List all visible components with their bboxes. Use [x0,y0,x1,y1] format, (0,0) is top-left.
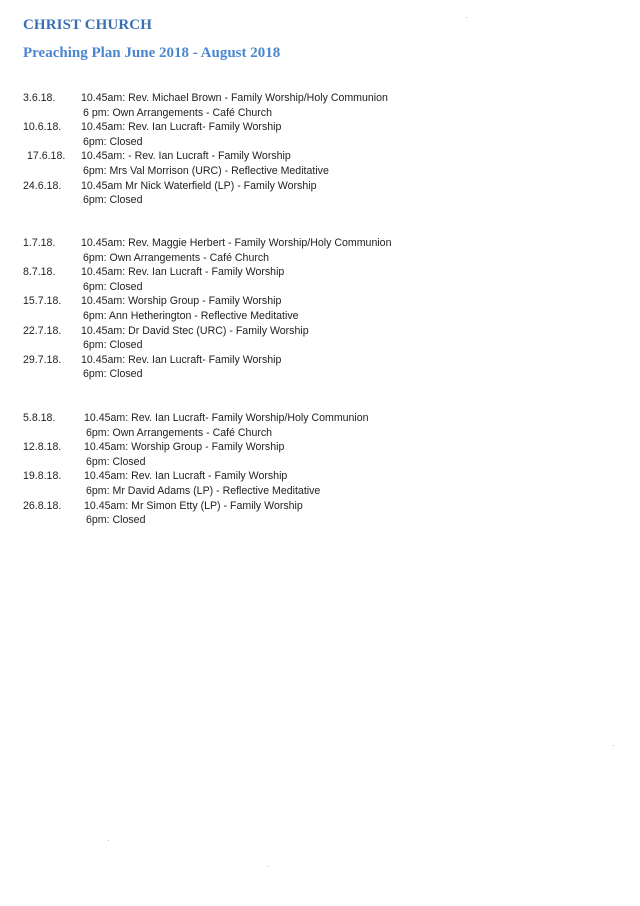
scan-speck [466,17,467,18]
morning-service-row [0,179,640,194]
morning-service-text: 10.45am Mr Nick Waterfield (LP) - Family Worship [81,179,317,192]
morning-service-text: 10.45am: Dr David Stec (URC) - Family Worship [81,324,309,337]
morning-service-text: 10.45am: Mr Simon Etty (LP) - Family Worship [84,499,303,512]
plan-subtitle: Preaching Plan June 2018 - August 2018 [23,45,281,61]
evening-service-text: 6pm: Closed [86,514,146,527]
evening-service-row [0,280,640,295]
service-date: 12.8.18. [23,441,62,454]
evening-service-row [0,106,640,121]
scan-speck [268,866,269,867]
morning-service-row [0,236,640,251]
evening-service-text: 6pm: Closed [83,339,143,352]
evening-service-text: 6pm: Mr David Adams (LP) - Reflective Meditative [86,484,321,497]
morning-service-text: 10.45am: Rev. Ian Lucraft- Family Worship/Holy Communion [84,412,369,424]
service-date: 5.8.18. [23,412,56,424]
service-date: 29.7.18. [23,353,62,366]
morning-service-row [0,411,640,426]
evening-service-text: 6pm: Mrs Val Morrison (URC) - Reflective Meditative [83,164,329,177]
morning-service-text: 10.45am: Rev. Ian Lucraft - Family Worship [84,470,288,483]
morning-service-row [0,265,640,280]
morning-service-row [0,294,640,309]
morning-service-row [0,469,640,484]
service-date: 3.6.18. [23,92,56,104]
evening-service-row [0,513,640,528]
evening-service-text: 6pm: Closed [83,280,143,293]
august-schedule [0,411,640,528]
service-date: 19.8.18. [23,470,62,483]
morning-service-text: 10.45am: Worship Group - Family Worship [84,441,285,454]
morning-service-row [0,324,640,339]
evening-service-row [0,135,640,150]
service-date: 1.7.18. [23,237,56,249]
service-date: 10.6.18. [23,121,62,134]
evening-service-row [0,193,640,208]
july-schedule [0,236,640,382]
morning-service-row [0,91,640,106]
evening-service-row [0,367,640,382]
morning-service-row [0,440,640,455]
evening-service-text: 6pm: Own Arrangements - Café Church [83,251,270,264]
evening-service-row [0,484,640,499]
evening-service-text: 6pm: Ann Hetherington - Reflective Meditative [83,309,299,322]
morning-service-row [0,149,640,164]
evening-service-row [0,309,640,324]
service-date: 24.6.18. [23,179,62,192]
evening-service-row [0,164,640,179]
evening-service-row [0,338,640,353]
service-date: 8.7.18. [23,266,56,279]
evening-service-text: 6pm: Own Arrangements - Café Church [86,426,273,439]
morning-service-row [0,353,640,368]
morning-service-row [0,120,640,135]
morning-service-row [0,499,640,514]
scan-speck [108,840,109,841]
evening-service-row [0,426,640,441]
church-name-heading: CHRIST CHURCH [23,17,152,33]
morning-service-text: 10.45am: Rev. Ian Lucraft- Family Worship [81,121,282,134]
morning-service-text: 10.45am: Rev. Maggie Herbert - Family Worship/Holy Communion [81,237,392,249]
evening-service-text: 6 pm: Own Arrangements - Café Church [83,106,273,119]
evening-service-text: 6pm: Closed [83,194,143,207]
morning-service-text: 10.45am: - Rev. Ian Lucraft - Family Worship [81,150,291,163]
service-date: 17.6.18. [27,150,66,163]
evening-service-row [0,455,640,470]
service-date: 22.7.18. [23,324,62,337]
service-date: 15.7.18. [23,295,62,308]
evening-service-text: 6pm: Closed [83,135,143,148]
morning-service-text: 10.45am: Rev. Ian Lucraft - Family Worship [81,266,285,279]
service-date: 26.8.18. [23,499,62,512]
evening-service-text: 6pm: Closed [83,368,143,381]
morning-service-text: 10.45am: Rev. Ian Lucraft- Family Worship [81,353,282,366]
scan-speck [613,745,614,746]
evening-service-text: 6pm: Closed [86,455,146,468]
evening-service-row [0,251,640,266]
june-schedule [0,91,640,208]
morning-service-text: 10.45am: Worship Group - Family Worship [81,295,282,308]
morning-service-text: 10.45am: Rev. Michael Brown - Family Worship/Holy Communion [81,92,388,104]
